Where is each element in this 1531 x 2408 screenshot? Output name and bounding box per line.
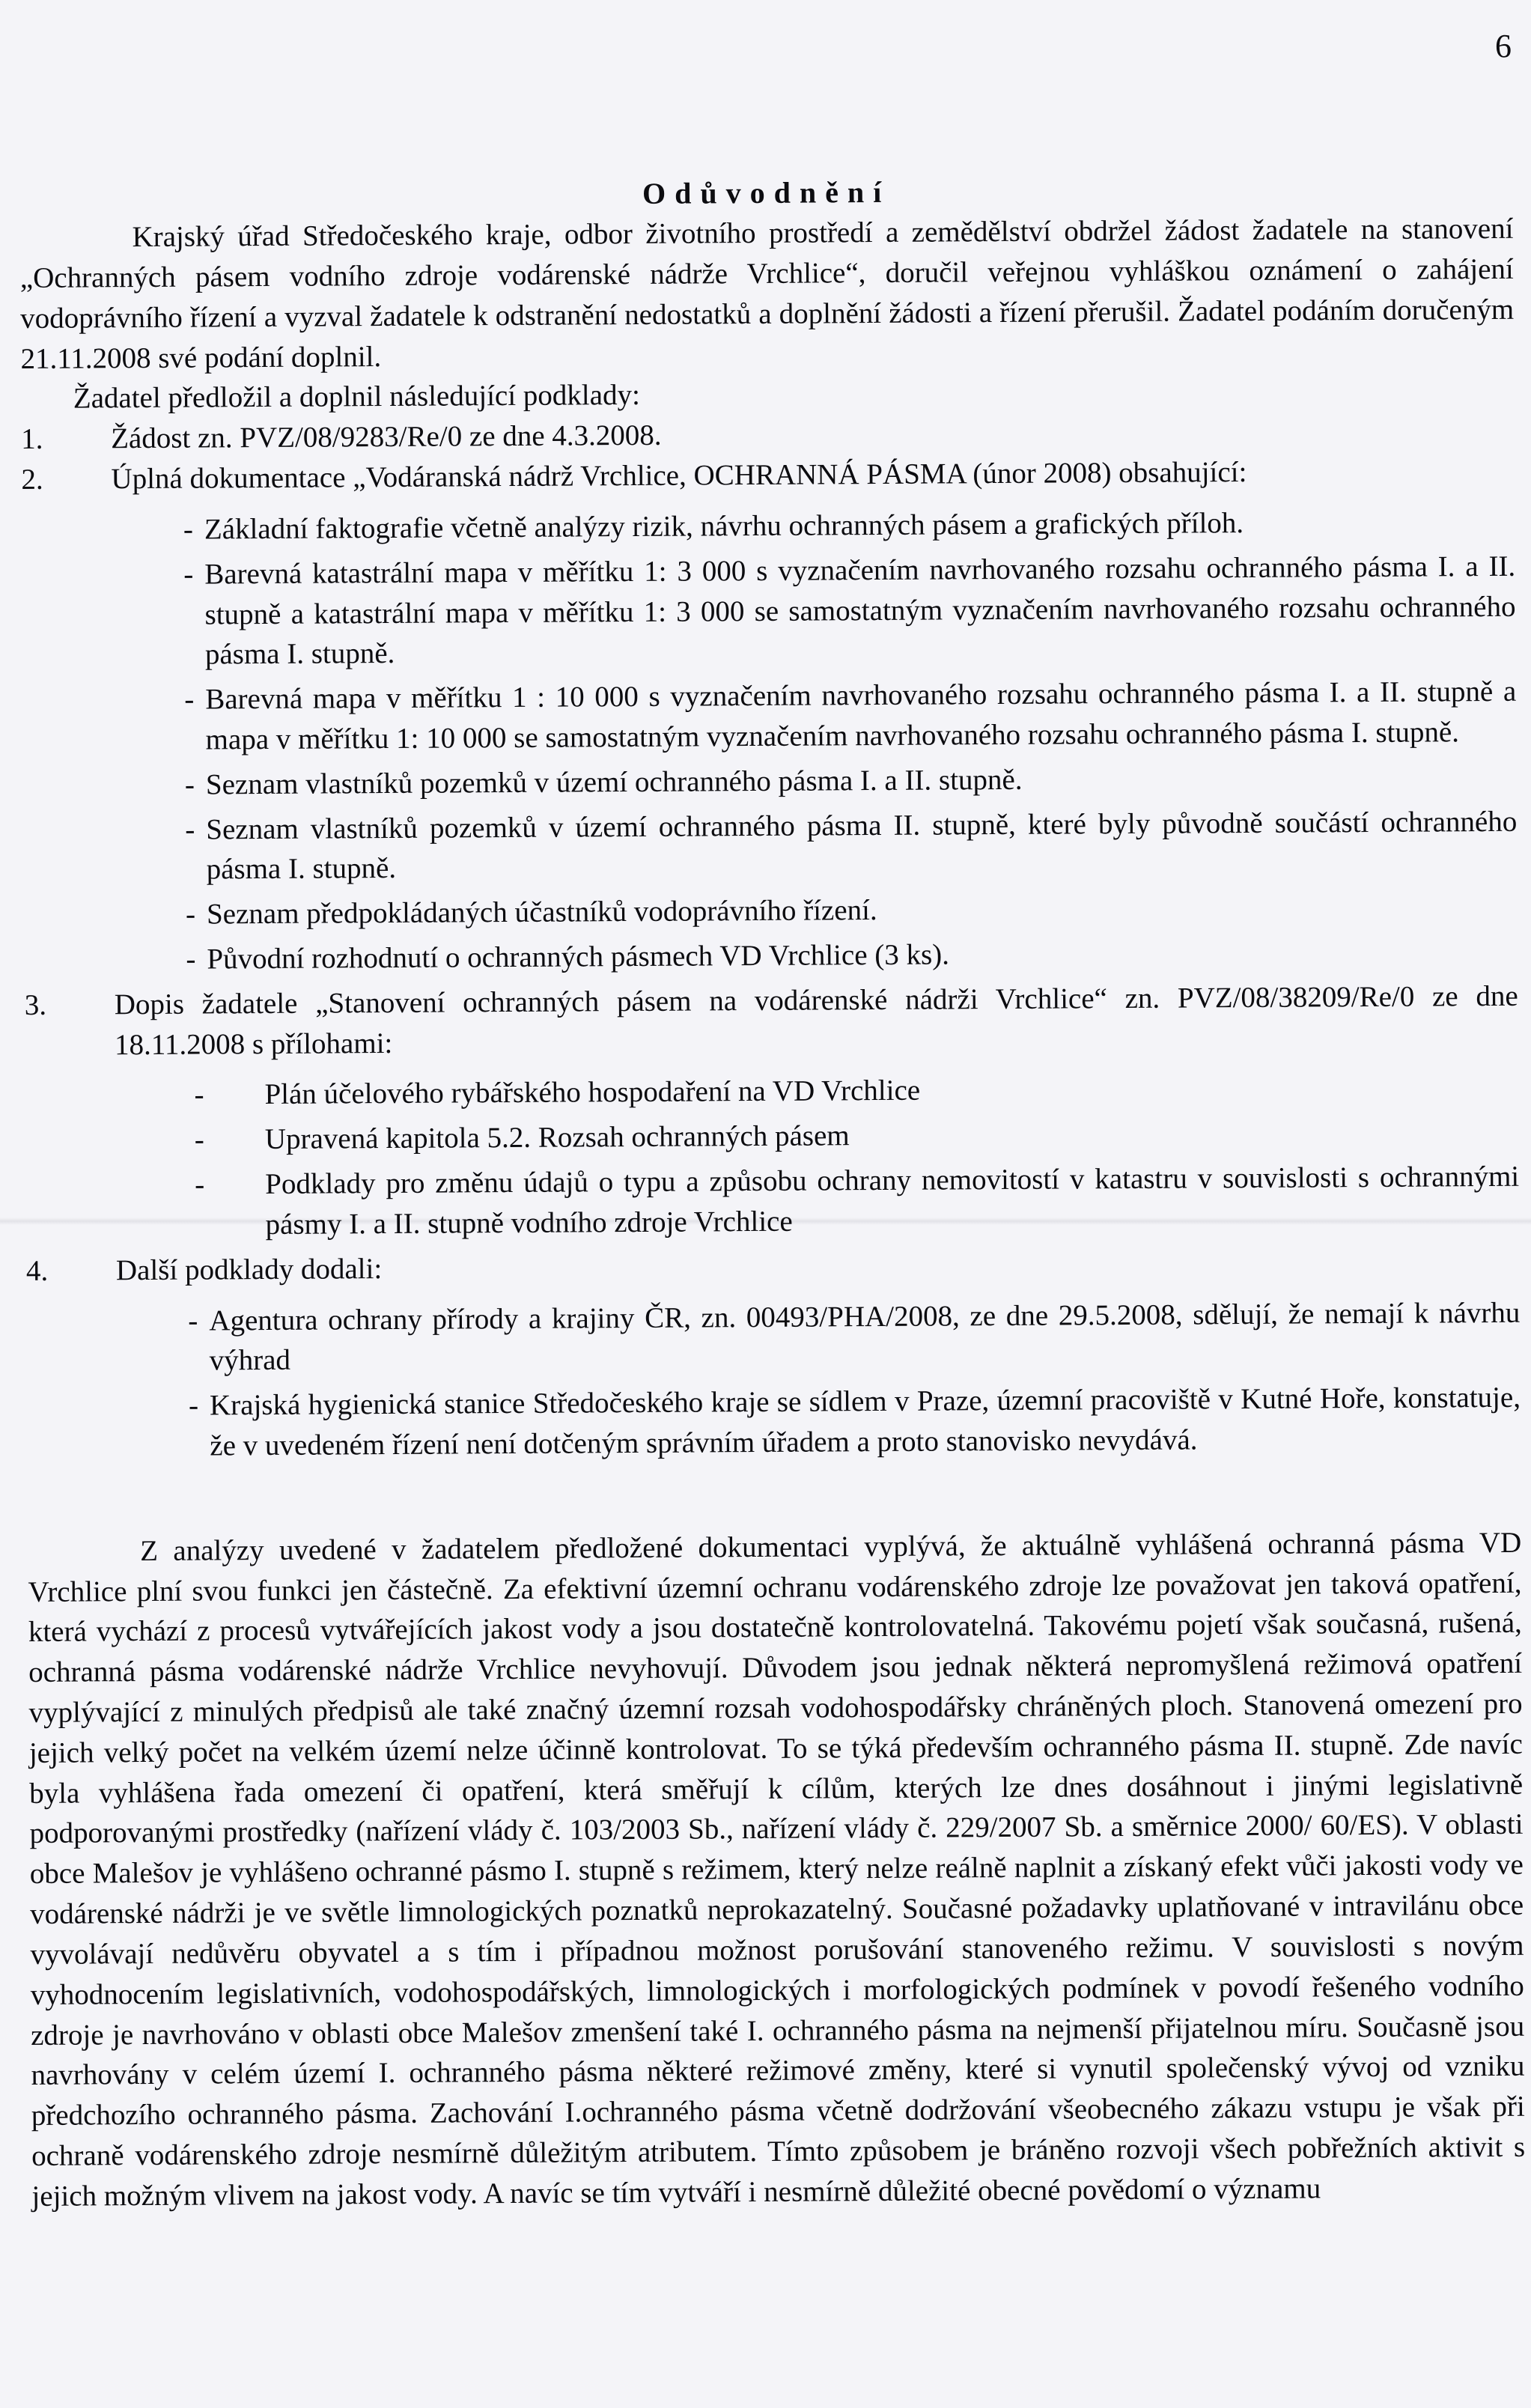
sub-item-text: Barevná mapa v měřítku 1 : 10 000 s vyznačením navrhovaného rozsahu ochranného pásma I. a II. stupně a mapa v měřítku 1: 10 000 se samostatným vyznačením navrhovaného rozsahu ochranného pásma I. stupně.: [205, 675, 1517, 756]
item-text: Žádost zn. PVZ/08/9283/Re/0 ze dne 4.3.2008.: [111, 419, 662, 455]
item-number: 4.: [25, 1254, 49, 1287]
sub-item-text: Plán účelového rybářského hospodaření na VD Vrchlice: [264, 1074, 921, 1111]
dash-bullet-icon: -: [194, 1123, 204, 1156]
section-title: Odůvodnění: [642, 174, 891, 210]
sub-item: [115, 1157, 1520, 1246]
document-item-4: [26, 1241, 1521, 1467]
documents-lead: Žadatel předložil a doplnil následující podklady:: [73, 379, 640, 416]
dash-bullet-icon: -: [186, 943, 196, 976]
document-item-3: [25, 976, 1520, 1247]
dash-bullet-icon: -: [184, 683, 195, 716]
sub-item: [114, 887, 1518, 935]
sub-item-text: Agentura ochrany přírody a krajiny ČR, zn. 00493/PHA/2008, ze dne 29.5.2008, sdělují, že nemají k návrhu výhrad: [209, 1296, 1521, 1377]
sub-item: [113, 801, 1518, 890]
sublist: [116, 1292, 1521, 1467]
sub-item: [116, 1292, 1521, 1381]
dash-bullet-icon: -: [188, 1304, 198, 1337]
dash-bullet-icon: -: [183, 513, 194, 546]
documents-list: [21, 410, 1521, 1468]
sub-item-text: Podklady pro změnu údajů o typu a způsobu ochrany nemovitostí v katastru v souvislosti s ochrannými pásmy I. a II. stupně vodního zdroje Vrchlice: [265, 1160, 1520, 1241]
sub-item-text: Seznam předpokládaných účastníků vodoprávního řízení.: [206, 894, 877, 931]
sub-item: [117, 1378, 1521, 1467]
sub-item: [115, 1112, 1519, 1161]
sub-item-text: Krajská hygienická stanice Středočeského kraje se sídlem v Praze, územní pracoviště v Kutné Hoře, konstatuje, že v uvedeném řízení není dotčeným správním úřadem a proto stanovisko nevydává.: [209, 1381, 1521, 1462]
sub-item-text: Původní rozhodnutí o ochranných pásmech VD Vrchlice (3 ks).: [207, 938, 950, 976]
sub-item-text: Seznam vlastníků pozemků v území ochranného pásma I. a II. stupně.: [205, 763, 1023, 801]
document-body: [19, 168, 1526, 2217]
sub-item-text: Upravená kapitola 5.2. Rozsah ochranných pásem: [264, 1119, 850, 1156]
sub-item-text: Barevná katastrální mapa v měřítku 1: 3 000 s vyznačením navrhovaného rozsahu ochranného pásma I. a II. stupně a katastrální mapa v měřítku 1: 3 000 se samostatným vyznačením navrhovaného rozsahu ochranného pásma I. stupně.: [204, 550, 1516, 671]
page-number: 6: [1495, 28, 1512, 64]
sublist: [115, 1067, 1519, 1246]
sub-item: [113, 757, 1517, 806]
sub-item: [112, 672, 1517, 761]
dash-bullet-icon: -: [194, 1078, 204, 1112]
sub-item-text: Základní faktografie včetně analýzy rizik, návrhu ochranných pásem a grafických příloh.: [204, 506, 1244, 546]
dash-bullet-icon: -: [185, 813, 195, 846]
dash-bullet-icon: -: [183, 558, 194, 591]
sub-item: [112, 546, 1516, 675]
item-text: Dopis žadatele „Stanovení ochranných pásem na vodárenské nádrži Vrchlice“ zn. PVZ/08/38209/Re/0 ze dne 18.11.2008 s přílohami:: [114, 979, 1518, 1061]
dash-bullet-icon: -: [185, 898, 196, 931]
item-number: 2.: [21, 463, 43, 496]
document-item-2: [21, 451, 1518, 981]
item-text: Úplná dokumentace „Vodáranská nádrž Vrchlice, OCHRANNÁ PÁSMA (únor 2008) obsahující:: [111, 456, 1247, 496]
item-number: 1.: [21, 423, 43, 456]
item-text: Další podklady dodali:: [115, 1252, 383, 1286]
sub-item: [112, 502, 1515, 550]
spacer: [28, 1463, 1521, 1532]
dash-bullet-icon: -: [195, 1168, 205, 1201]
analysis-paragraph: Z analýzy uvedené v žadatelem předložené dokumentaci vyplývá, že aktuálně vyhlášená ochranná pásma VD Vrchlice plní svou funkci jen částečně. Za efektivní územní ochranu vodárenského zdroje lze považovat jen taková opatření, která vychází z procesů vytvářejících jakost vody a jsou dostatečně kontrolovatelná. Takovému pojetí však současná, rušená, ochranná pásma vodárenské nádrže Vrchlice nevyhovují. Důvodem jsou jednak některá nepromyšlená režimová opatření vyplývající z minulých předpisů ale také značný územní rozsah vodohospodářsky chráněných ploch. Stanovená omezení pro jejich velký počet na velkém území nelze účinně kontrolovat. To se týká především ochranného pásma II. stupně. Zde navíc byla vyhlášena řada omezení či opatření, která směřují k cílům, kterých lze dnes dosáhnout i jinými legislativně podporovanými prostředky (nařízení vlády č. 103/2003 Sb., nařízení vlády č. 229/2007 Sb. a směrnice 2000/ 60/ES). V oblasti obce Malešov je vyhlášeno ochranné pásmo I. stupně s režimem, který nelze reálně naplnit a získaný efekt vůči jakosti vody ve vodárenské nádrži je ve světle limnologických poznatků neprokazatelný. Současné požadavky uplatňované v intravilánu obce vyvolávají nedůvěru obyvatel a s tím i případnou možnost porušování stanoveného režimu. V souvislosti s novým vyhodnocením legislativních, vodohospodářských, limnologických i morfologických podmínek v povodí řešeného vodního zdroje je navrhováno v oblasti obce Malešov zmenšení také I. ochranného pásma na nejmenší přijatelnou míru. Současně jsou navrhovány v celém území I. ochranného pásma některé režimové změny, které si vynutil společenský vývoj od vzniku předchozího ochranného pásma. Zachování I.ochranného pásma včetně dodržování všeobecného zákazu vstupu je však při ochraně vodárenského zdroje nesmírně důležitým atributem. Tímto způsobem je bráněno rozvoji všech pobřežních aktivit s jejich možným vlivem na jakost vody. A navíc se tím vytváří i nesmírně důležité obecné povědomí o významu: [28, 1526, 1526, 2213]
dash-bullet-icon: -: [184, 768, 195, 801]
sub-item: [114, 931, 1518, 980]
sublist: [112, 502, 1518, 980]
dash-bullet-icon: -: [188, 1389, 199, 1422]
sub-item: [115, 1067, 1518, 1116]
item-number: 3.: [24, 988, 47, 1021]
sub-item-text: Seznam vlastníků pozemků v území ochranného pásma II. stupně, které byly původně součástí ochranného pásma I. stupně.: [206, 805, 1518, 886]
intro-paragraph: Krajský úřad Středočeského kraje, odbor životního prostředí a zemědělství obdržel žádost žadatele na stanovení „Ochranných pásem vodního zdroje vodárenské nádrže Vrchlice“, doručil veřejnou vyhláškou oznámení o zahájení vodoprávního řízení a vyzval žadatele k odstranění nedostatků a doplnění žádosti a řízení přerušil. Žadatel podáním doručeným 21.11.2008 své podání doplnil.: [19, 212, 1515, 375]
